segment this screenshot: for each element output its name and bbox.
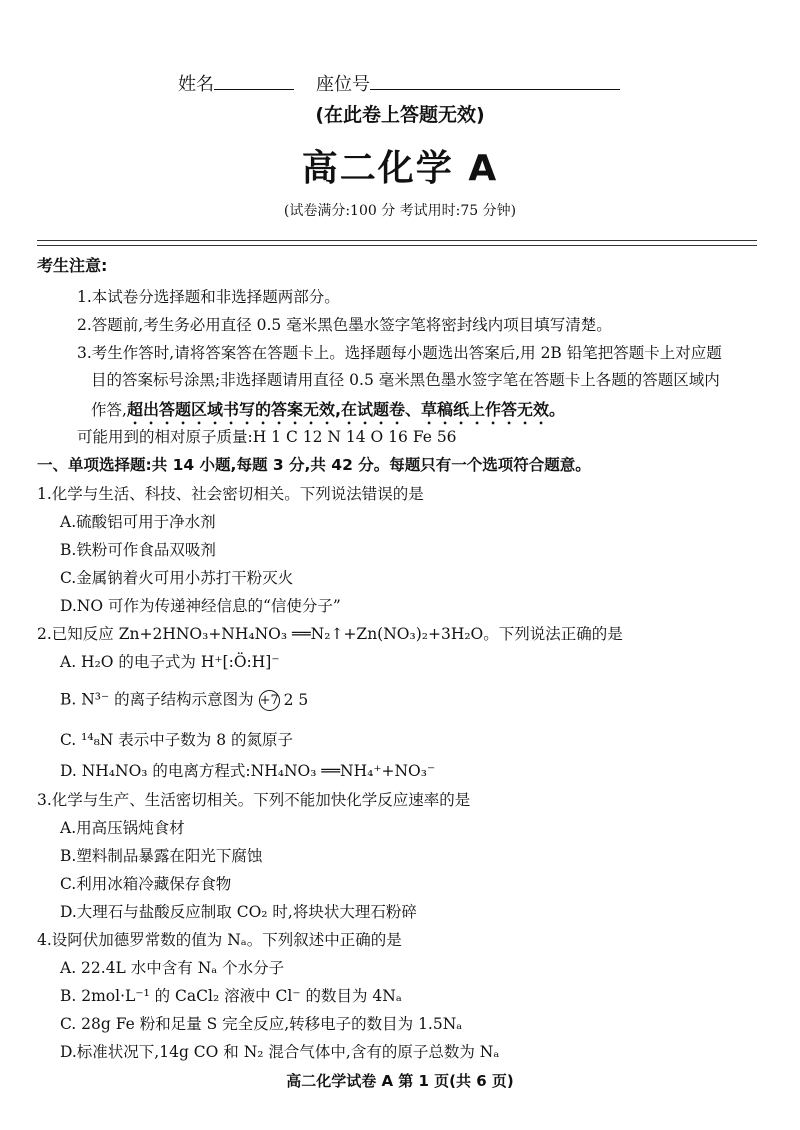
section-heading: 一、单项选择题:共 14 小题,每题 3 分,共 42 分。每题只有一个选项符合题意。 xyxy=(37,456,591,474)
q2-option-d xyxy=(60,764,435,780)
q3-option-c: C.利用冰箱冷藏保存食物 xyxy=(60,875,232,893)
q1-option-c: C.金属钠着火可用小苏打干粉灭火 xyxy=(60,569,294,587)
exam-info: (试卷满分:100 分 考试用时:75 分钟) xyxy=(283,203,517,219)
question-3-stem: 3.化学与生产、生活密切相关。下列不能加快化学反应速率的是 xyxy=(37,791,471,809)
q2-option-a xyxy=(60,655,280,671)
q2-option-d-text: D. NH₄NO₃ 的电离方程式: xyxy=(60,762,251,780)
notice-item: 3.考生作答时,请将答案答在答题卡上。选择题每小题选出答案后,用 2B 铅笔把答题卡上对应题 xyxy=(77,344,722,362)
q3-option-a: A.用高压锅炖食材 xyxy=(60,819,185,837)
notice-item: 1.本试卷分选择题和非选择题两部分。 xyxy=(77,288,340,306)
q3-option-d: D.大理石与盐酸反应制取 CO₂ 时,将块状大理石粉碎 xyxy=(60,903,417,921)
electron-formula: H⁺[:Ö:H]⁻ xyxy=(200,653,280,671)
seat-blank[interactable] xyxy=(370,73,620,90)
question-4-stem: 4.设阿伏加德罗常数的值为 Nₐ。下列叙述中正确的是 xyxy=(37,931,402,949)
q2-equation: Zn+2HNO₃+NH₄NO₃ ══N₂↑+Zn(NO₃)₂+3H₂O xyxy=(118,625,484,643)
notice-heading: 考生注意: xyxy=(37,256,108,275)
notice-item: 2.答题前,考生务必用直径 0.5 毫米黑色墨水签字笔将密封线内项目填写清楚。 xyxy=(77,316,612,334)
q1-option-b: B.铁粉可作食品双吸剂 xyxy=(60,541,216,559)
ionization-equation: NH₄NO₃ ══NH₄⁺+NO₃⁻ xyxy=(250,762,436,780)
q2-option-b xyxy=(60,690,308,711)
header-divider-top xyxy=(37,240,757,241)
q4-option-d: D.标准状况下,14g CO 和 N₂ 混合气体中,含有的原子总数为 Nₐ xyxy=(60,1043,500,1061)
nucleus-circle: +7 xyxy=(259,690,280,711)
q2-stem-suffix: 。下列说法正确的是 xyxy=(483,625,623,643)
name-blank[interactable] xyxy=(214,73,294,90)
q2-option-a-text: A. H₂O 的电子式为 xyxy=(60,653,196,671)
q3-option-b: B.塑料制品暴露在阳光下腐蚀 xyxy=(60,847,263,865)
student-info-line xyxy=(178,70,620,96)
header-divider-bottom xyxy=(37,245,757,246)
question-2-stem xyxy=(37,627,623,643)
name-label: 姓名 xyxy=(178,74,214,95)
notice-emphasis: 超出答题区域书写的答案无效,在试题卷、草稿纸上作答无效。 xyxy=(126,400,566,419)
electron-shells: 2 5 xyxy=(283,690,309,709)
seat-label: 座位号 xyxy=(316,74,370,95)
q4-option-c: C. 28g Fe 粉和足量 S 完全反应,转移电子的数目为 1.5Nₐ xyxy=(60,1015,463,1033)
q2-option-b-text: B. N³⁻ 的离子结构示意图为 xyxy=(60,690,254,709)
notice-item: 目的答案标号涂黑;非选择题请用直径 0.5 毫米黑色墨水签字笔在答题卡上各题的答题区域内 xyxy=(91,371,720,389)
notice-item-last xyxy=(91,400,565,428)
question-1-stem: 1.化学与生活、科技、社会密切相关。下列说法错误的是 xyxy=(37,485,424,503)
notice-item-prefix: 作答, xyxy=(91,401,127,419)
q2-stem-prefix: 2.已知反应 xyxy=(37,625,119,643)
q1-option-d: D.NO 可作为传递神经信息的“信使分子” xyxy=(60,597,341,615)
q4-option-b: B. 2mol·L⁻¹ 的 CaCl₂ 溶液中 Cl⁻ 的数目为 4Nₐ xyxy=(60,987,402,1005)
invalid-note: (在此卷上答题无效) xyxy=(315,104,485,126)
q4-option-a: A. 22.4L 水中含有 Nₐ 个水分子 xyxy=(60,959,285,977)
q1-option-a: A.硫酸铝可用于净水剂 xyxy=(60,513,216,531)
page-title: 高二化学 A xyxy=(301,148,499,189)
q2-option-c: C. ¹⁴₈N 表示中子数为 8 的氮原子 xyxy=(60,731,294,749)
atomic-masses: 可能用到的相对原子质量:H 1 C 12 N 14 O 16 Fe 56 xyxy=(77,428,457,446)
page-footer: 高二化学试卷 A 第 1 页(共 6 页) xyxy=(286,1072,514,1090)
